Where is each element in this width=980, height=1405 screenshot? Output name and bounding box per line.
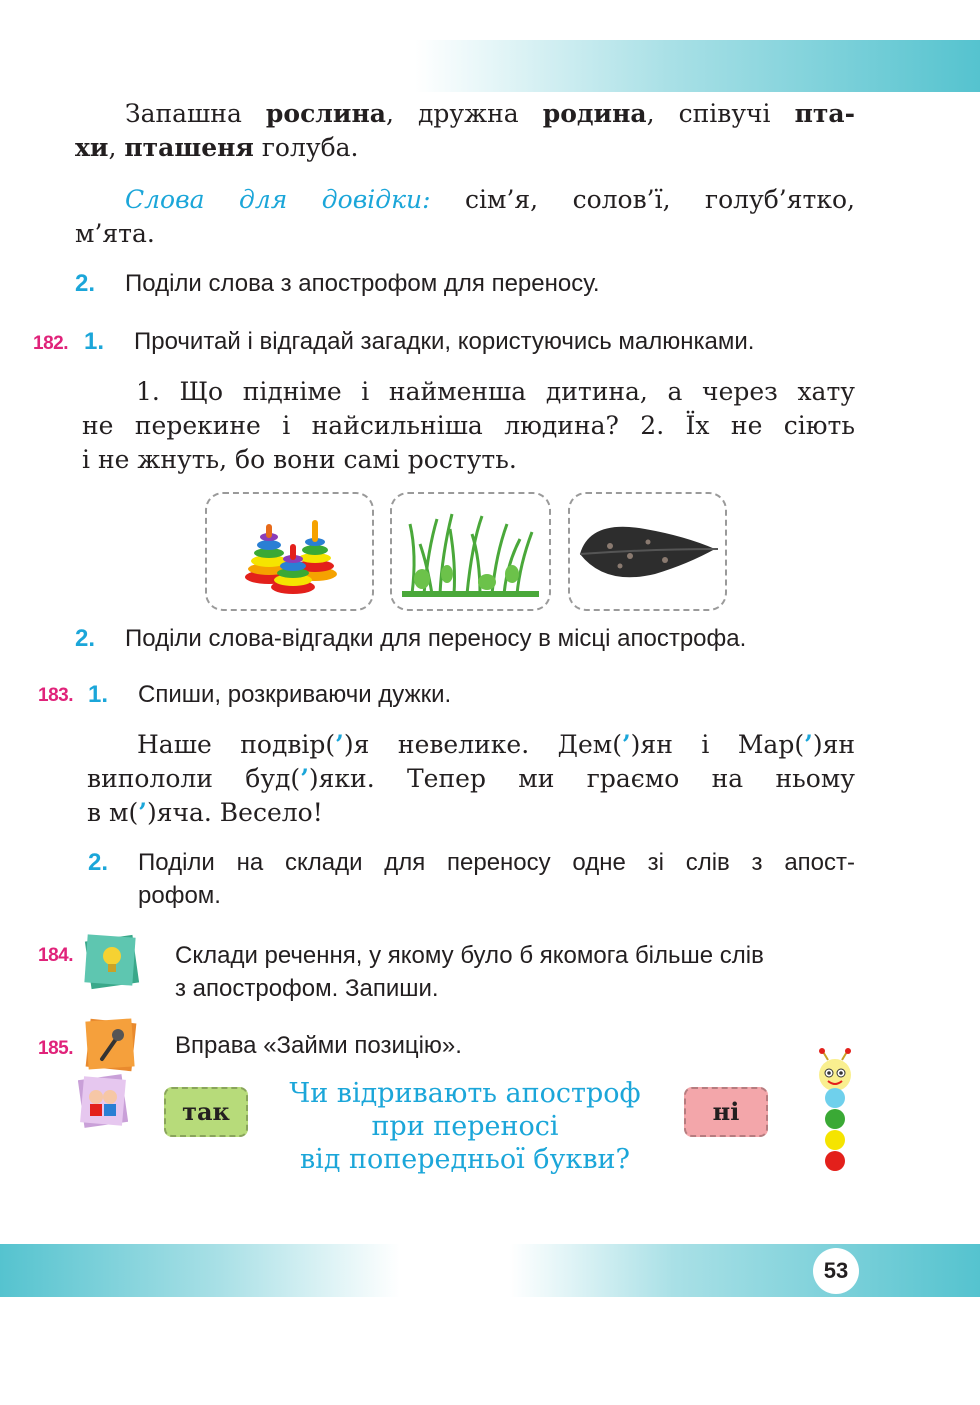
task-text-line: рофом. xyxy=(138,882,221,909)
bold-word: хи xyxy=(75,133,109,162)
answer-yes[interactable]: так xyxy=(164,1087,248,1137)
lightbulb-icon xyxy=(82,932,140,990)
task-number: 2. xyxy=(88,849,109,876)
exercise-number: 185. xyxy=(38,1038,73,1059)
exercise-number: 183. xyxy=(38,685,73,706)
bold-word: пташеня xyxy=(124,133,254,162)
text-fragment: , xyxy=(108,133,125,162)
task-text: Спиши, розкриваючи дужки. xyxy=(138,681,452,708)
picture-grass xyxy=(390,492,551,611)
exercise-number: 182. xyxy=(33,333,68,354)
apostrophe-mark: ’ xyxy=(300,764,309,793)
apostrophe-mark: ’ xyxy=(335,730,344,759)
text-fragment: )яча. Весело! xyxy=(146,798,323,827)
task-text xyxy=(175,939,855,1005)
task-text-line: Поділи на склади для переносу одне зі слів з апост- xyxy=(138,849,855,876)
text-fragment: Запашна xyxy=(125,99,266,128)
task-number: 1. xyxy=(84,328,105,355)
question-line: Чи відривають апостроф xyxy=(289,1078,641,1109)
text-fragment: )я невелике. Дем( xyxy=(343,730,622,759)
footer-band-right xyxy=(510,1244,980,1297)
task-text xyxy=(138,846,855,912)
kids-icon xyxy=(78,1073,128,1129)
task-text: Поділи слова з апострофом для переносу. xyxy=(125,270,600,297)
task-text: Поділи слова-відгадки для переносу в місці апострофа. xyxy=(125,625,747,652)
text-fragment: в м( xyxy=(87,798,139,827)
reference-words xyxy=(75,183,855,251)
reference-label: Слова для довідки: xyxy=(125,185,431,214)
task-number: 1. xyxy=(88,681,109,708)
picture-feather xyxy=(568,492,727,611)
grass-icon xyxy=(392,494,549,609)
question-line: від попередньої букви? xyxy=(299,1144,630,1175)
text-fragment: , співучі xyxy=(646,99,795,128)
answer-no[interactable]: ні xyxy=(684,1087,768,1137)
page-number: 53 xyxy=(813,1248,859,1294)
caterpillar-icon xyxy=(810,1048,860,1176)
text-fragment: випололи буд( xyxy=(87,764,301,793)
exercise-number: 184. xyxy=(38,945,73,966)
bold-word: родина xyxy=(542,99,647,128)
task-text: Вправа «Займи позицію». xyxy=(175,1032,462,1059)
text-fragment: )яки. Тепер ми граємо на ньому xyxy=(308,764,855,793)
riddles xyxy=(82,375,855,477)
dictation-text xyxy=(87,728,855,830)
position-question xyxy=(260,1077,670,1176)
text-fragment: Наше подвір( xyxy=(137,730,336,759)
text-fragment: , дружна xyxy=(385,99,543,128)
apostrophe-mark: ’ xyxy=(621,730,631,759)
task-number: 2. xyxy=(75,270,96,297)
picture-pyramid-toys xyxy=(205,492,374,611)
text-fragment: )ян і Мар( xyxy=(630,730,805,759)
reference-list-cont: м’ята. xyxy=(75,219,155,248)
riddle-line: не перекине і найсильніша людина? 2. Їх не сіють xyxy=(82,411,855,440)
text-block-1 xyxy=(75,97,855,165)
reference-list: сім’я, солов’ї, голуб’ятко, xyxy=(430,185,855,214)
footer-band-left xyxy=(0,1244,400,1297)
bold-word: пта- xyxy=(794,99,855,128)
task-number: 2. xyxy=(75,625,96,652)
riddle-line: 1. Що підніме і найменша дитина, а через хату xyxy=(136,377,855,406)
pyramid-toys-icon xyxy=(207,494,372,609)
apostrophe-mark: ’ xyxy=(804,730,813,759)
header-band xyxy=(415,40,980,92)
black-feather-icon xyxy=(570,494,725,609)
question-line: при переносі xyxy=(371,1111,559,1142)
microphone-icon xyxy=(82,1013,140,1073)
task-text-line: Склади речення, у якому було б якомога більше слів xyxy=(175,942,764,969)
task-text: Прочитай і відгадай загадки, користуючись малюнками. xyxy=(134,328,755,355)
riddle-line: і не жнуть, бо вони самі ростуть. xyxy=(82,445,517,474)
apostrophe-mark: ’ xyxy=(138,798,147,827)
bold-word: рослина xyxy=(265,99,386,128)
text-fragment: )ян xyxy=(812,730,855,759)
task-text-line: з апострофом. Запиши. xyxy=(175,975,439,1002)
text-fragment: голуба. xyxy=(253,133,359,162)
